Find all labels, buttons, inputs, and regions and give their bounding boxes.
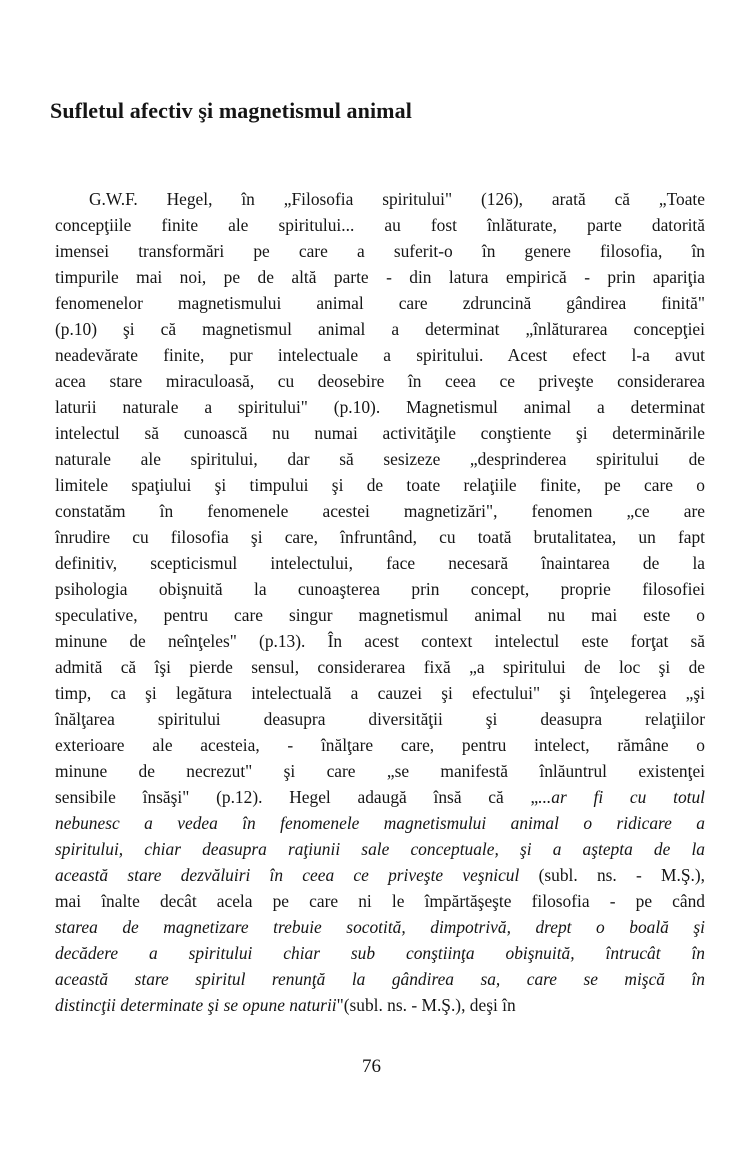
text-line (55, 862, 705, 888)
text-line (55, 264, 705, 290)
text-line (55, 238, 705, 264)
text-segment: admită că îşi pierde sensul, considerarea fixă „a spiritului de loc şi de (55, 657, 705, 677)
text-line (55, 940, 705, 966)
text-segment: "(subl. ns. - M.Ş.), deşi în (336, 995, 516, 1015)
text-line (55, 576, 705, 602)
text-line (55, 316, 705, 342)
italic-text: ...ar fi cu totul (538, 787, 705, 807)
text-segment: mai înalte decât acela pe care ni le împărtăşeşte filosofia - pe când (55, 891, 705, 911)
text-segment: laturii naturale a spiritului" (p.10). Magnetismul animal a determinat (55, 397, 705, 417)
text-line (55, 914, 705, 940)
text-line (55, 420, 705, 446)
text-segment: înrudire cu filosofia şi care, înfruntând, cu toată brutalitatea, un fapt (55, 527, 705, 547)
text-segment: exterioare ale acesteia, - înălţare care, pentru intelect, rămâne o (55, 735, 705, 755)
text-segment: (subl. ns. - M.Ş.), (519, 865, 706, 885)
text-segment: timpurile mai noi, pe de altă parte - din latura empirică - prin apariţia (55, 267, 705, 287)
text-segment: înălţarea spiritului deasupra diversităţii şi deasupra relaţiilor (55, 709, 705, 729)
text-line (55, 498, 705, 524)
text-segment: constatăm în fenomenele acestei magnetizări", fenomen „ce are (55, 501, 705, 521)
text-segment: intelectul să cunoască nu numai activităţile conştiente şi determinările (55, 423, 705, 443)
text-line (55, 654, 705, 680)
text-line (55, 732, 705, 758)
italic-text: distincţii determinate şi se opune naturii (55, 995, 337, 1015)
text-line (55, 446, 705, 472)
italic-text: starea de magnetizare trebuie socotită, dimpotrivă, drept o boală şi (55, 917, 705, 937)
text-line (55, 992, 705, 1018)
italic-text: această stare dezvăluiri în ceea ce priveşte veşnicul (55, 865, 520, 885)
text-segment: minune de neînţeles" (p.13). În acest context intelectul este forţat să (55, 631, 705, 651)
text-segment: timp, ca şi legătura intelectuală a cauzei şi efectului" şi înţelegerea „şi (55, 683, 705, 703)
text-line (55, 394, 705, 420)
text-line (55, 836, 705, 862)
italic-text: decădere a spiritului chiar sub conştiinţa obişnuită, întrucât în (55, 943, 705, 963)
text-line (55, 784, 705, 810)
text-line (55, 472, 705, 498)
text-segment: naturale ale spiritului, dar să sesizeze „desprinderea spiritului de (55, 449, 705, 469)
text-line (55, 524, 705, 550)
text-segment: (p.10) şi că magnetismul animal a determinat „înlăturarea concepţiei (55, 319, 705, 339)
text-segment: acea stare miraculoasă, cu deosebire în ceea ce priveşte considerarea (55, 371, 705, 391)
text-segment: minune de necrezut" şi care „se manifestă înlăuntrul existenţei (55, 761, 705, 781)
text-segment: G.W.F. Hegel, în „Filosofia spiritului" (126), arată că „Toate (89, 189, 705, 209)
text-segment: concepţiile finite ale spiritului... au fost înlăturate, parte datorită (55, 215, 705, 235)
text-line (55, 602, 705, 628)
text-line (55, 368, 705, 394)
text-segment: speculative, pentru care singur magnetismul animal nu mai este o (55, 605, 705, 625)
text-line (55, 706, 705, 732)
text-segment: fenomenelor magnetismului animal care zdruncină gândirea finită" (55, 293, 705, 313)
text-line (55, 628, 705, 654)
text-segment: psihologia obişnuită la cunoaşterea prin concept, proprie filosofiei (55, 579, 705, 599)
text-line (55, 212, 705, 238)
italic-text: această stare spiritul renunţă la gândirea sa, care se mişcă în (55, 969, 705, 989)
text-line (55, 550, 705, 576)
text-line (55, 888, 705, 914)
text-segment: neadevărate finite, pur intelectuale a spiritului. Acest efect l-a avut (55, 345, 705, 365)
text-line (55, 680, 705, 706)
text-segment: limitele spaţiului şi timpului şi de toate relaţiile finite, pe care o (55, 475, 705, 495)
text-segment: sensibile însăşi" (p.12). Hegel adaugă însă că „ (55, 787, 539, 807)
text-line (55, 186, 705, 212)
body-paragraph (55, 186, 705, 1018)
text-segment: imensei transformări pe care a suferit-o în genere filosofia, în (55, 241, 705, 261)
chapter-title: Sufletul afectiv şi magnetismul animal (50, 98, 412, 123)
text-line (55, 342, 705, 368)
italic-text: spiritului, chiar deasupra raţiunii sale conceptuale, şi a aştepta de la (55, 839, 705, 859)
italic-text: nebunesc a vedea în fenomenele magnetismului animal o ridicare a (55, 813, 705, 833)
text-line (55, 290, 705, 316)
text-segment: definitiv, scepticismul intelectului, face necesară înaintarea de la (55, 553, 705, 573)
page-number: 76 (362, 1056, 381, 1077)
text-line (55, 810, 705, 836)
text-line (55, 966, 705, 992)
text-line (55, 758, 705, 784)
